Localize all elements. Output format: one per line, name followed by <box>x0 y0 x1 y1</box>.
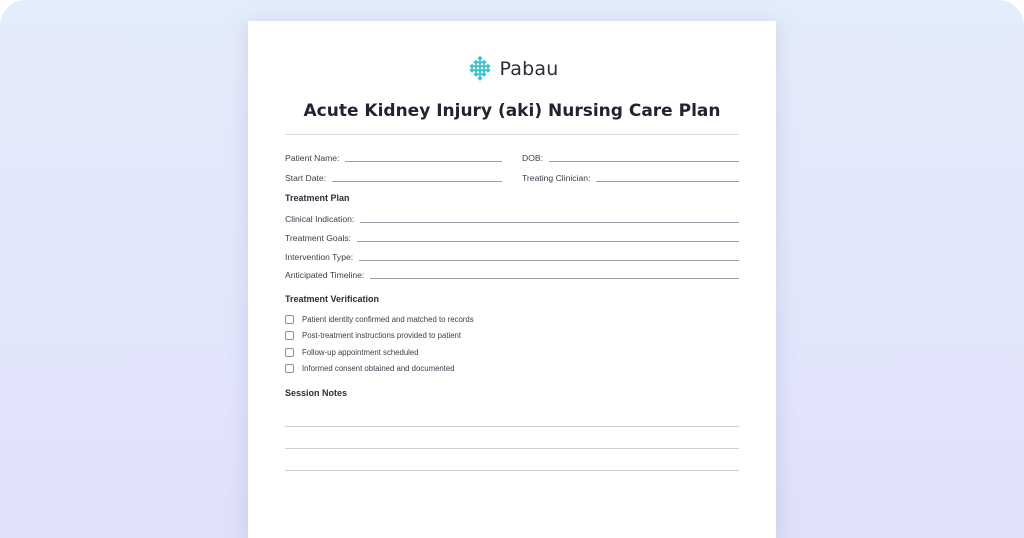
checkbox-label: Informed consent obtained and documented <box>302 363 455 373</box>
session-notes-heading: Session Notes <box>285 388 348 398</box>
verification-item[interactable] <box>285 313 474 325</box>
checkbox-label: Follow-up appointment scheduled <box>302 347 419 357</box>
treating-clinician-field[interactable] <box>522 169 739 183</box>
treatment-goals-line[interactable] <box>357 241 739 242</box>
checkbox[interactable] <box>285 315 294 324</box>
checkbox[interactable] <box>285 348 294 357</box>
verification-item[interactable] <box>285 346 419 358</box>
clinical-indication-line[interactable] <box>360 222 739 223</box>
verification-item[interactable] <box>285 329 461 341</box>
treating-clinician-line[interactable] <box>596 181 739 182</box>
clinical-indication-field[interactable] <box>285 210 739 224</box>
treatment-verification-heading: Treatment Verification <box>285 294 380 304</box>
anticipated-timeline-line[interactable] <box>370 278 739 279</box>
start-date-field[interactable] <box>285 169 502 183</box>
care-plan-document <box>248 21 776 538</box>
start-date-line[interactable] <box>332 181 502 182</box>
checkbox-label: Patient identity confirmed and matched to records <box>302 314 474 324</box>
treatment-goals-label: Treatment Goals: <box>285 233 352 243</box>
brand-logo <box>248 55 776 83</box>
title-divider <box>285 134 739 135</box>
checkbox-label: Post-treatment instructions provided to patient <box>302 330 462 340</box>
session-notes-line[interactable] <box>285 448 739 449</box>
patient-name-label: Patient Name: <box>285 153 340 163</box>
treating-clinician-label: Treating Clinician: <box>522 173 591 183</box>
dob-line[interactable] <box>549 161 739 162</box>
patient-name-line[interactable] <box>345 161 502 162</box>
start-date-label: Start Date: <box>285 173 327 183</box>
checkbox[interactable] <box>285 331 294 340</box>
dob-label: DOB: <box>522 153 544 163</box>
anticipated-timeline-field[interactable] <box>285 266 739 280</box>
dob-field[interactable] <box>522 149 739 163</box>
verification-item[interactable] <box>285 362 455 374</box>
intervention-type-label: Intervention Type: <box>285 252 354 262</box>
anticipated-timeline-label: Anticipated Timeline: <box>285 270 365 280</box>
document-title: Acute Kidney Injury (aki) Nursing Care Plan <box>303 101 721 121</box>
session-notes-line[interactable] <box>285 426 739 427</box>
patient-name-field[interactable] <box>285 149 502 163</box>
intervention-type-field[interactable] <box>285 248 739 262</box>
session-notes-line[interactable] <box>285 470 739 471</box>
brand-name: Pabau <box>499 58 559 80</box>
clinical-indication-label: Clinical Indication: <box>285 214 355 224</box>
checkbox[interactable] <box>285 364 294 373</box>
diamond-dots-logo-icon <box>466 55 494 83</box>
intervention-type-line[interactable] <box>359 260 739 261</box>
treatment-plan-heading: Treatment Plan <box>285 193 350 203</box>
treatment-goals-field[interactable] <box>285 229 739 243</box>
